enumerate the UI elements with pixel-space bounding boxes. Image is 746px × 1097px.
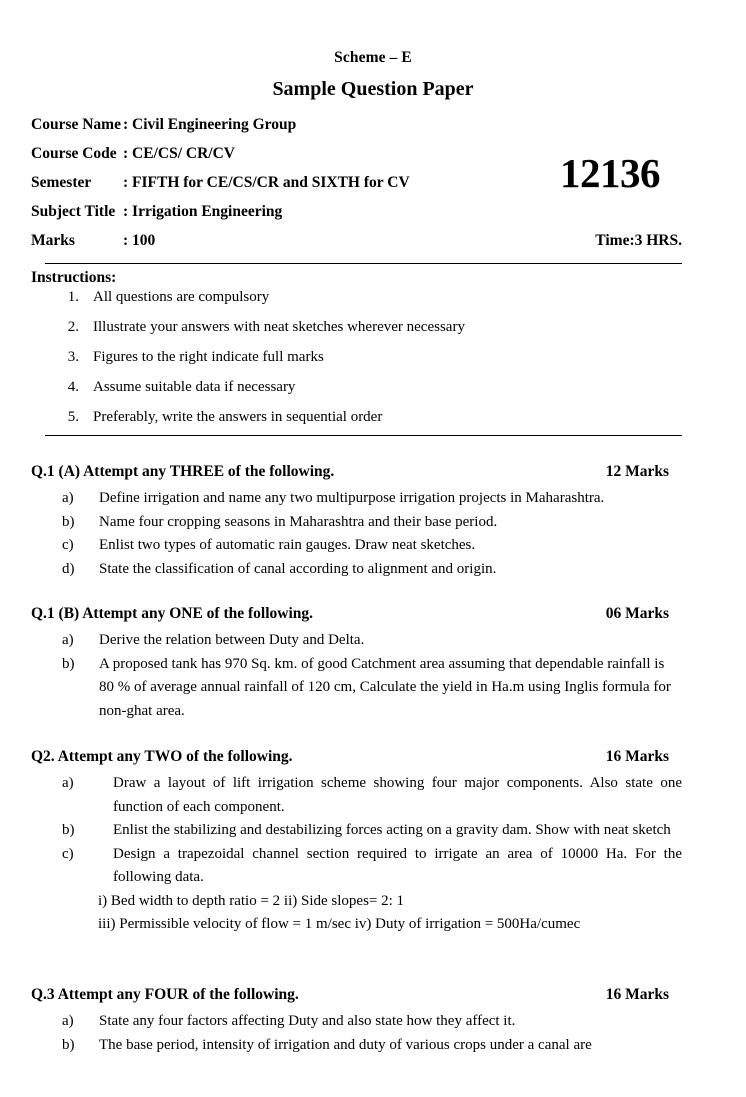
question-item [62, 653, 682, 724]
item-text: Derive the relation between Duty and Delta. [99, 632, 365, 648]
question-block-q1a [31, 462, 682, 581]
meta-label-semester: Semester [31, 174, 92, 191]
meta-label-course-code: Course Code [31, 145, 117, 162]
meta-label-subject-title: Subject Title [31, 203, 116, 220]
item-text: The base period, intensity of irrigation and duty of various crops under a canal are [99, 1036, 592, 1053]
question-heading [31, 985, 682, 1007]
list-item [45, 348, 685, 378]
item-marker: b) [62, 1036, 75, 1053]
instruction-text: Figures to the right indicate full marks [93, 349, 324, 365]
list-item [45, 378, 685, 408]
item-text: Enlist the stabilizing and destabilizing forces acting on a gravity dam. Show with neat sketch [113, 822, 671, 838]
question-title: Q2. Attempt any TWO of the following. [31, 748, 293, 765]
instructions-list [45, 288, 685, 438]
instruction-number: 4. [67, 379, 79, 395]
question-marks: 16 Marks [605, 748, 669, 765]
meta-value-course-name: : Civil Engineering Group [123, 116, 297, 133]
meta-value-marks: : 100 [123, 232, 156, 249]
meta-label-marks: Marks [31, 232, 75, 249]
question-heading [31, 462, 682, 484]
question-block-q1b [31, 604, 682, 723]
item-marker: b) [62, 513, 75, 530]
scheme-title: Scheme – E [334, 49, 412, 66]
divider-above-instructions [45, 263, 682, 264]
item-text: Draw a layout of lift irrigation scheme showing four major components. Also state one function of each component. [113, 775, 682, 815]
exam-duration: Time:3 HRS. [595, 232, 682, 249]
question-item [62, 819, 682, 843]
question-item [62, 1010, 682, 1034]
item-text: State any four factors affecting Duty and also state how they affect it. [99, 1013, 516, 1029]
meta-row-course-name [31, 116, 691, 145]
item-marker: a) [62, 632, 74, 648]
question-block-q2 [31, 747, 682, 937]
item-marker: c) [62, 845, 74, 862]
question-title: Q.1 (B) Attempt any ONE of the following. [31, 605, 314, 622]
question-marks: 06 Marks [605, 605, 669, 622]
list-item [45, 408, 685, 438]
question-items [31, 772, 682, 937]
question-item [62, 1034, 682, 1058]
instruction-number: 3. [67, 349, 79, 365]
item-text: State the classification of canal according to alignment and origin. [99, 560, 497, 577]
question-block-q3 [31, 985, 682, 1057]
paper-code: 12136 [560, 150, 660, 196]
question-item [62, 629, 682, 653]
item-marker: c) [62, 537, 74, 553]
meta-value-course-code: : CE/CS/ CR/CV [123, 145, 235, 162]
question-subitem: iii) Permissible velocity of flow = 1 m/sec iv) Duty of irrigation = 500Ha/cumec [98, 916, 581, 932]
meta-label-course-name: Course Name [31, 116, 121, 133]
item-marker: a) [62, 775, 74, 791]
item-text: Define irrigation and name any two multipurpose irrigation projects in Maharashtra. [99, 490, 605, 506]
divider-below-instructions [45, 435, 682, 436]
question-item [62, 772, 682, 819]
meta-value-semester: : FIFTH for CE/CS/CR and SIXTH for CV [123, 174, 410, 191]
meta-value-subject-title: : Irrigation Engineering [123, 203, 283, 220]
instruction-text: All questions are compulsory [93, 289, 270, 305]
question-heading [31, 747, 682, 769]
question-item [62, 511, 682, 535]
instruction-text: Preferably, write the answers in sequential order [93, 409, 383, 425]
title-block [0, 48, 746, 102]
paper-title: Sample Question Paper [272, 78, 474, 100]
list-item [45, 288, 685, 318]
question-heading [31, 604, 682, 626]
instruction-number: 5. [67, 409, 79, 425]
instruction-text: Illustrate your answers with neat sketches wherever necessary [93, 319, 465, 335]
question-item [62, 487, 682, 511]
question-marks: 12 Marks [605, 463, 669, 480]
question-item [62, 558, 682, 582]
question-items [31, 629, 682, 723]
item-marker: d) [62, 560, 75, 577]
question-items [31, 487, 682, 581]
question-items [31, 1010, 682, 1057]
question-title: Q.1 (A) Attempt any THREE of the following. [31, 463, 335, 480]
list-item [45, 318, 685, 348]
question-title: Q.3 Attempt any FOUR of the following. [31, 986, 299, 1003]
item-text: Name four cropping seasons in Maharashtra and their base period. [99, 513, 498, 530]
meta-row-subject-title [31, 203, 691, 232]
question-item [62, 843, 682, 890]
question-marks: 16 Marks [605, 986, 669, 1003]
item-text: A proposed tank has 970 Sq. km. of good Catchment area assuming that dependable rainfall is 80 % of average annual rainfall of 120 cm, Calculate the yield in Ha.m using Inglis formula for non-ghat area. [99, 655, 671, 719]
question-subitem: i) Bed width to depth ratio = 2 ii) Side slopes= 2: 1 [98, 892, 405, 909]
instruction-text: Assume suitable data if necessary [93, 379, 296, 395]
instruction-number: 1. [67, 289, 79, 305]
item-marker: a) [62, 1013, 74, 1029]
instruction-number: 2. [67, 319, 79, 335]
item-marker: b) [62, 655, 75, 672]
item-marker: b) [62, 822, 75, 838]
instructions-heading: Instructions: [31, 269, 117, 286]
item-text: Enlist two types of automatic rain gauges. Draw neat sketches. [99, 537, 476, 553]
question-item [62, 534, 682, 558]
item-marker: a) [62, 490, 74, 506]
item-text: Design a trapezoidal channel section required to irrigate an area of 10000 Ha. For the following data. [113, 845, 682, 885]
